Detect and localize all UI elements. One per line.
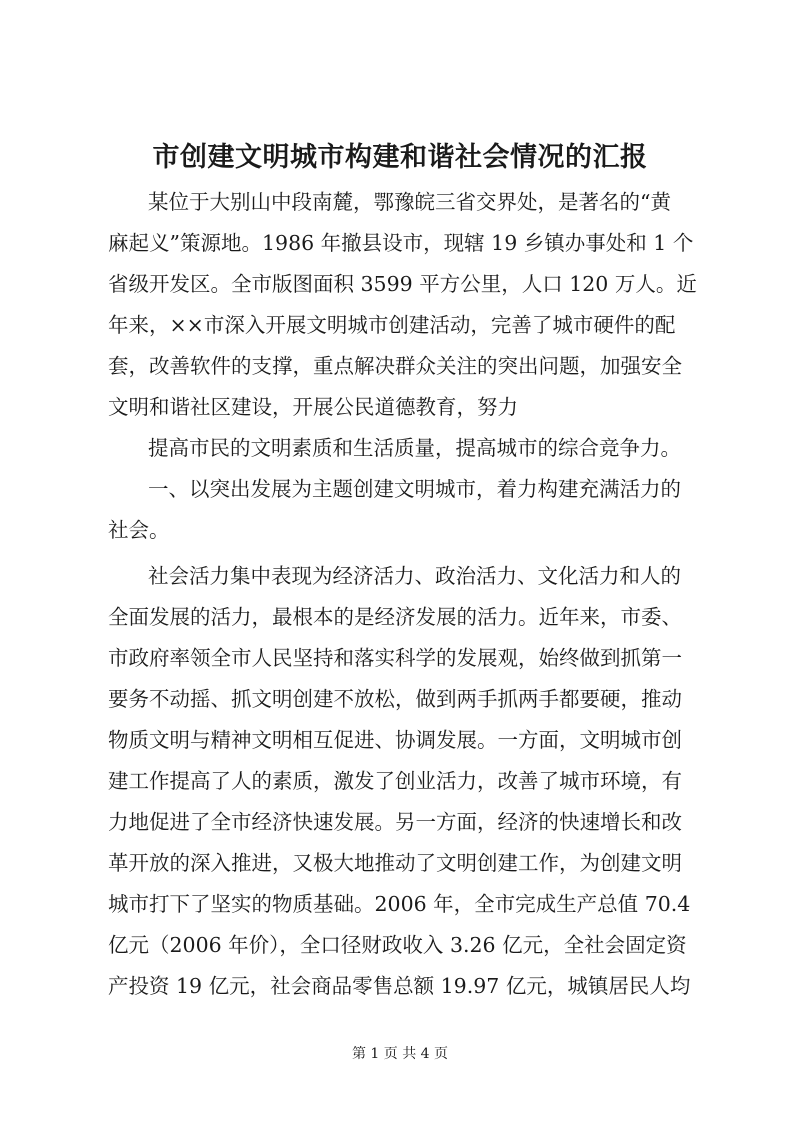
text-line: 某位于大别山中段南麓，鄂豫皖三省交界处，是著名的“黄 <box>148 190 671 214</box>
text-line: 全面发展的活力，最根本的是经济发展的活力。近年来，市委、 <box>108 605 682 629</box>
text-line: 省级开发区。全市版图面积 3599 平方公里，人口 120 万人。近 <box>108 272 697 296</box>
text-line: 文明和谐社区建设，开展公民道德教育，努力 <box>108 395 518 419</box>
text-line: 亿元（2006 年价），全口径财政收入 3.26 亿元，全社会固定资 <box>108 933 687 957</box>
text-line: 产投资 19 亿元，社会商品零售总额 19.97 亿元，城镇居民人均 <box>108 974 691 998</box>
text-line: 套，改善软件的支撑，重点解决群众关注的突出问题，加强安全 <box>108 354 682 378</box>
text-line: 提高市民的文明素质和生活质量，提高城市的综合竞争力。 <box>148 436 681 460</box>
section-heading: 一、以突出发展为主题创建文明城市，着力构建充满活力的 <box>148 477 681 501</box>
text-line: 建工作提高了人的素质，激发了创业活力，改善了城市环境，有 <box>108 769 682 793</box>
page-title: 市创建文明城市构建和谐社会情况的汇报 <box>152 142 648 173</box>
text-line: 市政府率领全市人民坚持和落实科学的发展观，始终做到抓第一 <box>108 646 682 670</box>
text-line: 社会活力集中表现为经济活力、政治活力、文化活力和人的 <box>148 564 681 588</box>
text-line: 城市打下了坚实的物质基础。2006 年，全市完成生产总值 70.4 <box>108 892 691 916</box>
page-number: 第 1 页 共 4 页 <box>351 1046 449 1062</box>
text-line: 要务不动摇、抓文明创建不放松，做到两手抓两手都要硬，推动 <box>108 687 682 711</box>
text-line: 麻起义”策源地。1986 年撤县设市，现辖 19 乡镇办事处和 1 个 <box>108 231 694 255</box>
text-line: 革开放的深入推进，又极大地推动了文明创建工作，为创建文明 <box>108 851 682 875</box>
text-line: 力地促进了全市经济快速发展。另一方面，经济的快速增长和改 <box>108 810 682 834</box>
section-heading: 社会。 <box>108 518 170 542</box>
text-line: 年来，××市深入开展文明城市创建活动，完善了城市硬件的配 <box>108 313 676 337</box>
text-line: 物质文明与精神文明相互促进、协调发展。一方面，文明城市创 <box>108 728 682 752</box>
